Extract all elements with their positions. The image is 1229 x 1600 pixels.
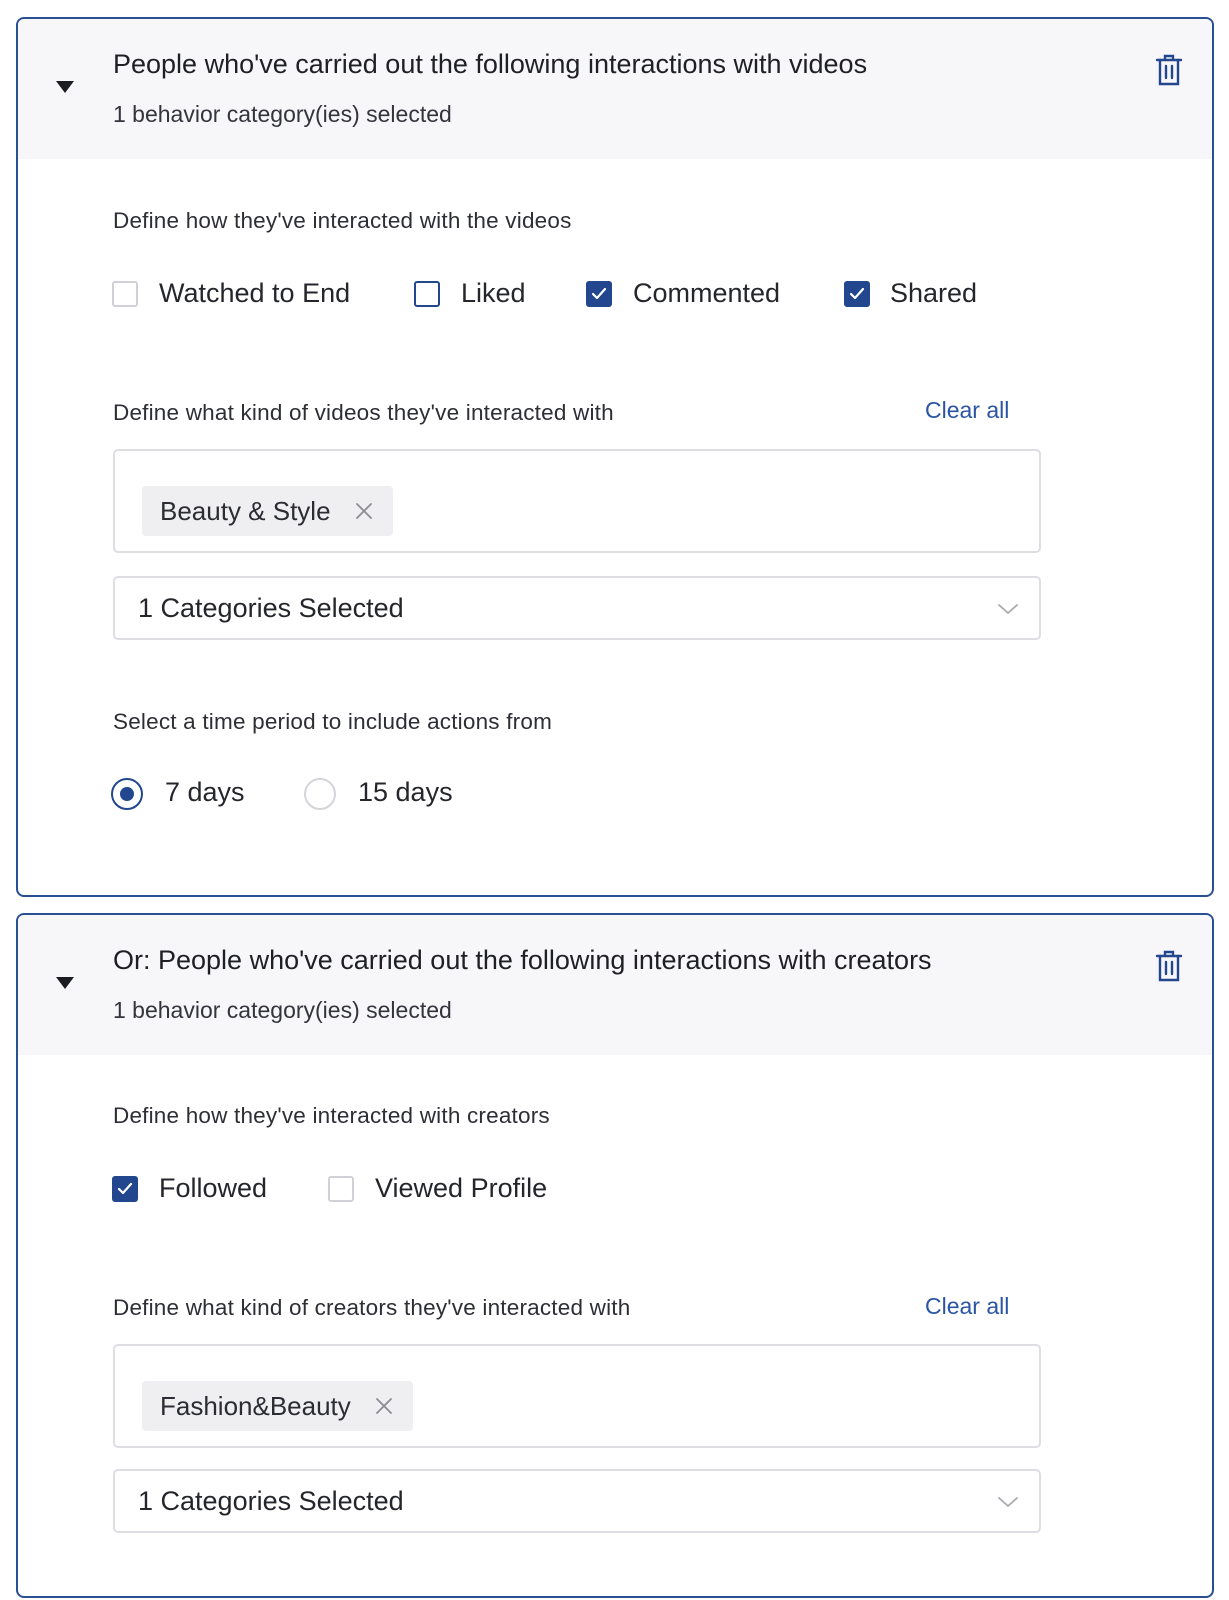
creator-interactions-card <box>16 913 1214 1598</box>
followed-label[interactable]: Followed <box>159 1173 268 1203</box>
category-tag <box>142 486 393 536</box>
tag-label: Beauty & Style <box>160 496 331 526</box>
trash-icon[interactable] <box>1154 949 1184 983</box>
collapse-caret-icon[interactable] <box>56 81 74 93</box>
clear-all-link[interactable]: Clear all <box>925 397 1010 423</box>
category-select-value: 1 Categories Selected <box>138 1486 404 1516</box>
liked-label[interactable]: Liked <box>461 278 526 308</box>
remove-tag-icon[interactable] <box>375 1397 393 1415</box>
15-days-radio[interactable] <box>304 778 336 810</box>
clear-all-link[interactable]: Clear all <box>925 1293 1010 1319</box>
section-subtitle: 1 behavior category(ies) selected <box>113 997 452 1023</box>
selected-tags-box[interactable] <box>113 1344 1041 1448</box>
section-subtitle: 1 behavior category(ies) selected <box>113 101 452 127</box>
shared-checkbox[interactable] <box>844 281 870 307</box>
commented-label[interactable]: Commented <box>633 278 781 308</box>
chevron-down-icon <box>997 602 1019 616</box>
section-title: People who've carried out the following interactions with videos <box>113 49 868 79</box>
7-days-label[interactable]: 7 days <box>165 777 245 807</box>
commented-checkbox[interactable] <box>586 281 612 307</box>
watched-to-end-label[interactable]: Watched to End <box>159 278 351 308</box>
viewed-profile-checkbox[interactable] <box>328 1176 354 1202</box>
chevron-down-icon <box>997 1495 1019 1509</box>
video-interactions-card <box>16 17 1214 897</box>
video-kind-label: Define what kind of videos they've interacted with <box>113 400 614 425</box>
tag-label: Fashion&Beauty <box>160 1391 351 1421</box>
trash-icon[interactable] <box>1154 53 1184 87</box>
watched-to-end-checkbox[interactable] <box>112 281 138 307</box>
creator-kind-label: Define what kind of creators they've interacted with <box>113 1295 631 1320</box>
checkmark-icon <box>591 287 607 301</box>
viewed-profile-label[interactable]: Viewed Profile <box>375 1173 548 1203</box>
checkmark-icon <box>849 287 865 301</box>
creator-interactions-header[interactable] <box>18 915 1212 1055</box>
video-interactions-header[interactable] <box>18 19 1212 159</box>
interaction-label: Define how they've interacted with the videos <box>113 208 572 233</box>
7-days-radio[interactable] <box>111 778 143 810</box>
category-select[interactable] <box>113 1469 1041 1533</box>
category-tag <box>142 1381 413 1431</box>
15-days-label[interactable]: 15 days <box>358 777 453 807</box>
collapse-caret-icon[interactable] <box>56 977 74 989</box>
category-select-value: 1 Categories Selected <box>138 593 404 623</box>
checkmark-icon <box>117 1182 133 1196</box>
section-title: Or: People who've carried out the following interactions with creators <box>113 945 932 975</box>
liked-checkbox[interactable] <box>414 281 440 307</box>
remove-tag-icon[interactable] <box>355 502 373 520</box>
category-select[interactable] <box>113 576 1041 640</box>
shared-label[interactable]: Shared <box>890 278 978 308</box>
followed-checkbox[interactable] <box>112 1176 138 1202</box>
time-period-label: Select a time period to include actions from <box>113 709 553 734</box>
selected-tags-box[interactable] <box>113 449 1041 553</box>
interaction-label: Define how they've interacted with creators <box>113 1103 550 1128</box>
